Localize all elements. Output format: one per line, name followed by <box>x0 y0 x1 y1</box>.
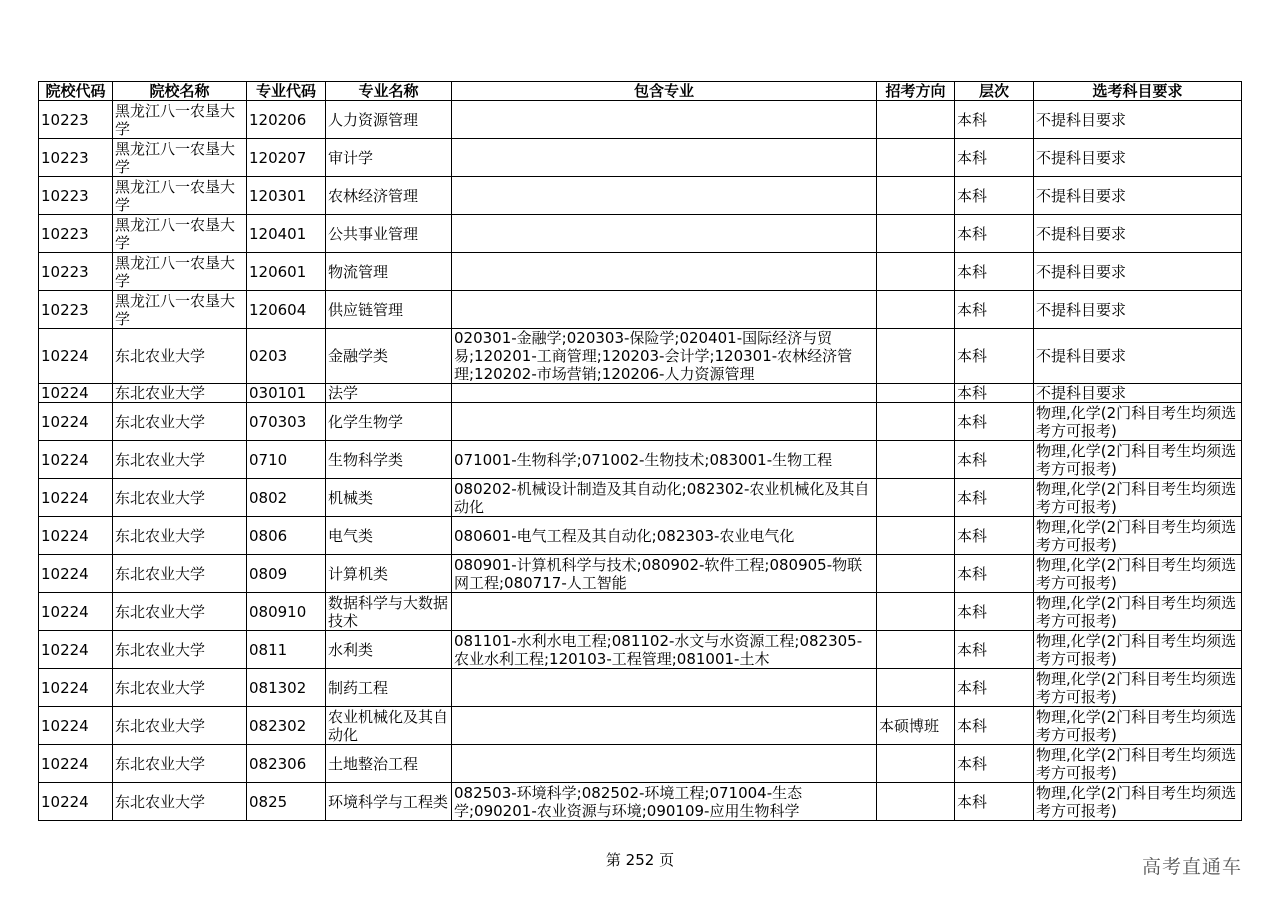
cell-school-name: 东北农业大学 <box>113 403 247 441</box>
cell-major-code: 120301 <box>247 177 326 215</box>
cell-school-name: 黑龙江八一农垦大学 <box>113 291 247 329</box>
cell-school-code: 10224 <box>39 593 113 631</box>
header-row <box>39 82 1242 101</box>
cell-school-code: 10224 <box>39 707 113 745</box>
cell-level: 本科 <box>955 783 1034 821</box>
cell-school-code: 10223 <box>39 291 113 329</box>
table-row <box>39 707 1242 745</box>
cell-major-name: 电气类 <box>326 517 452 555</box>
cell-major-name: 人力资源管理 <box>326 101 452 139</box>
cell-included-majors <box>452 139 877 177</box>
table-row <box>39 291 1242 329</box>
cell-included-majors <box>452 215 877 253</box>
cell-major-name: 金融学类 <box>326 329 452 384</box>
table-row <box>39 593 1242 631</box>
cell-school-name: 东北农业大学 <box>113 593 247 631</box>
cell-school-code: 10224 <box>39 555 113 593</box>
header-major-name: 专业名称 <box>326 82 452 101</box>
cell-school-code: 10223 <box>39 177 113 215</box>
table-row <box>39 177 1242 215</box>
table-row <box>39 101 1242 139</box>
cell-included-majors <box>452 707 877 745</box>
cell-included-majors: 080901-计算机科学与技术;080902-软件工程;080905-物联网工程;080717-人工智能 <box>452 555 877 593</box>
cell-subject-requirement: 物理,化学(2门科目考生均须选考方可报考) <box>1034 669 1242 707</box>
table-row <box>39 384 1242 403</box>
cell-included-majors: 020301-金融学;020303-保险学;020401-国际经济与贸易;120201-工商管理;120203-会计学;120301-农林经济管理;120202-市场营销;120206-人力资源管理 <box>452 329 877 384</box>
cell-direction <box>877 384 955 403</box>
table-row <box>39 517 1242 555</box>
cell-direction <box>877 177 955 215</box>
cell-school-code: 10223 <box>39 139 113 177</box>
cell-direction <box>877 101 955 139</box>
table-row <box>39 669 1242 707</box>
cell-included-majors <box>452 384 877 403</box>
cell-included-majors <box>452 291 877 329</box>
header-subject-requirement: 选考科目要求 <box>1034 82 1242 101</box>
cell-major-name: 机械类 <box>326 479 452 517</box>
cell-major-code: 081302 <box>247 669 326 707</box>
cell-level: 本科 <box>955 479 1034 517</box>
cell-major-name: 土地整治工程 <box>326 745 452 783</box>
cell-major-code: 0710 <box>247 441 326 479</box>
cell-direction <box>877 253 955 291</box>
table-row <box>39 139 1242 177</box>
cell-major-name: 环境科学与工程类 <box>326 783 452 821</box>
watermark: 高考直通车 <box>1142 856 1243 878</box>
header-major-code: 专业代码 <box>247 82 326 101</box>
cell-school-code: 10224 <box>39 441 113 479</box>
table-row <box>39 479 1242 517</box>
cell-major-name: 数据科学与大数据技术 <box>326 593 452 631</box>
cell-level: 本科 <box>955 139 1034 177</box>
admissions-table <box>38 81 1242 821</box>
cell-level: 本科 <box>955 593 1034 631</box>
cell-major-name: 供应链管理 <box>326 291 452 329</box>
cell-school-code: 10224 <box>39 783 113 821</box>
cell-major-name: 法学 <box>326 384 452 403</box>
cell-subject-requirement: 物理,化学(2门科目考生均须选考方可报考) <box>1034 745 1242 783</box>
cell-level: 本科 <box>955 329 1034 384</box>
cell-school-name: 东北农业大学 <box>113 441 247 479</box>
cell-level: 本科 <box>955 253 1034 291</box>
cell-direction <box>877 441 955 479</box>
cell-level: 本科 <box>955 403 1034 441</box>
cell-subject-requirement: 物理,化学(2门科目考生均须选考方可报考) <box>1034 555 1242 593</box>
cell-included-majors <box>452 669 877 707</box>
header-level: 层次 <box>955 82 1034 101</box>
cell-school-code: 10224 <box>39 669 113 707</box>
cell-included-majors <box>452 177 877 215</box>
cell-direction <box>877 291 955 329</box>
cell-subject-requirement: 物理,化学(2门科目考生均须选考方可报考) <box>1034 783 1242 821</box>
cell-school-code: 10224 <box>39 479 113 517</box>
cell-school-name: 东北农业大学 <box>113 631 247 669</box>
cell-direction <box>877 593 955 631</box>
cell-major-code: 080910 <box>247 593 326 631</box>
cell-direction <box>877 745 955 783</box>
cell-major-code: 0802 <box>247 479 326 517</box>
cell-level: 本科 <box>955 707 1034 745</box>
cell-major-name: 审计学 <box>326 139 452 177</box>
cell-direction <box>877 555 955 593</box>
cell-major-code: 120206 <box>247 101 326 139</box>
cell-direction <box>877 669 955 707</box>
table-row <box>39 745 1242 783</box>
cell-school-code: 10223 <box>39 215 113 253</box>
cell-school-name: 东北农业大学 <box>113 517 247 555</box>
cell-subject-requirement: 不提科目要求 <box>1034 177 1242 215</box>
cell-subject-requirement: 不提科目要求 <box>1034 139 1242 177</box>
cell-included-majors <box>452 745 877 783</box>
cell-school-name: 东北农业大学 <box>113 745 247 783</box>
cell-subject-requirement: 物理,化学(2门科目考生均须选考方可报考) <box>1034 479 1242 517</box>
cell-school-code: 10223 <box>39 253 113 291</box>
table-row <box>39 555 1242 593</box>
cell-level: 本科 <box>955 669 1034 707</box>
cell-school-code: 10223 <box>39 101 113 139</box>
cell-major-code: 120207 <box>247 139 326 177</box>
cell-school-code: 10224 <box>39 631 113 669</box>
cell-level: 本科 <box>955 177 1034 215</box>
cell-major-code: 0806 <box>247 517 326 555</box>
cell-level: 本科 <box>955 631 1034 669</box>
table-row <box>39 783 1242 821</box>
cell-direction <box>877 631 955 669</box>
cell-major-name: 农林经济管理 <box>326 177 452 215</box>
table-row <box>39 253 1242 291</box>
cell-direction <box>877 517 955 555</box>
cell-subject-requirement: 不提科目要求 <box>1034 291 1242 329</box>
cell-major-name: 公共事业管理 <box>326 215 452 253</box>
cell-school-name: 东北农业大学 <box>113 669 247 707</box>
cell-subject-requirement: 物理,化学(2门科目考生均须选考方可报考) <box>1034 403 1242 441</box>
cell-included-majors: 071001-生物科学;071002-生物技术;083001-生物工程 <box>452 441 877 479</box>
cell-major-code: 0203 <box>247 329 326 384</box>
cell-school-name: 黑龙江八一农垦大学 <box>113 253 247 291</box>
page-number: 第 252 页 <box>605 851 675 869</box>
cell-included-majors: 080202-机械设计制造及其自动化;082302-农业机械化及其自动化 <box>452 479 877 517</box>
cell-included-majors <box>452 403 877 441</box>
cell-major-name: 水利类 <box>326 631 452 669</box>
table-row <box>39 403 1242 441</box>
cell-major-name: 计算机类 <box>326 555 452 593</box>
cell-direction <box>877 329 955 384</box>
cell-included-majors: 082503-环境科学;082502-环境工程;071004-生态学;090201-农业资源与环境;090109-应用生物科学 <box>452 783 877 821</box>
cell-included-majors <box>452 253 877 291</box>
cell-included-majors <box>452 101 877 139</box>
cell-school-code: 10224 <box>39 517 113 555</box>
cell-school-name: 东北农业大学 <box>113 555 247 593</box>
cell-major-code: 082302 <box>247 707 326 745</box>
cell-subject-requirement: 物理,化学(2门科目考生均须选考方可报考) <box>1034 593 1242 631</box>
cell-subject-requirement: 物理,化学(2门科目考生均须选考方可报考) <box>1034 631 1242 669</box>
cell-subject-requirement: 物理,化学(2门科目考生均须选考方可报考) <box>1034 517 1242 555</box>
cell-subject-requirement: 不提科目要求 <box>1034 215 1242 253</box>
cell-included-majors: 081101-水利水电工程;081102-水文与水资源工程;082305-农业水利工程;120103-工程管理;081001-土木 <box>452 631 877 669</box>
cell-major-code: 0809 <box>247 555 326 593</box>
cell-level: 本科 <box>955 745 1034 783</box>
cell-major-code: 0825 <box>247 783 326 821</box>
cell-level: 本科 <box>955 555 1034 593</box>
cell-subject-requirement: 物理,化学(2门科目考生均须选考方可报考) <box>1034 441 1242 479</box>
cell-school-name: 黑龙江八一农垦大学 <box>113 139 247 177</box>
header-school-name: 院校名称 <box>113 82 247 101</box>
cell-major-name: 化学生物学 <box>326 403 452 441</box>
cell-school-code: 10224 <box>39 403 113 441</box>
cell-subject-requirement: 不提科目要求 <box>1034 329 1242 384</box>
cell-school-name: 东北农业大学 <box>113 707 247 745</box>
cell-major-code: 070303 <box>247 403 326 441</box>
cell-major-code: 120604 <box>247 291 326 329</box>
cell-included-majors <box>452 593 877 631</box>
cell-direction <box>877 783 955 821</box>
cell-direction: 本硕博班 <box>877 707 955 745</box>
cell-direction <box>877 479 955 517</box>
cell-school-name: 东北农业大学 <box>113 329 247 384</box>
header-school-code: 院校代码 <box>39 82 113 101</box>
header-included-majors: 包含专业 <box>452 82 877 101</box>
cell-level: 本科 <box>955 101 1034 139</box>
cell-school-name: 黑龙江八一农垦大学 <box>113 177 247 215</box>
cell-level: 本科 <box>955 215 1034 253</box>
cell-level: 本科 <box>955 291 1034 329</box>
cell-school-name: 黑龙江八一农垦大学 <box>113 215 247 253</box>
cell-level: 本科 <box>955 441 1034 479</box>
cell-level: 本科 <box>955 517 1034 555</box>
cell-school-code: 10224 <box>39 745 113 783</box>
cell-subject-requirement: 不提科目要求 <box>1034 384 1242 403</box>
cell-school-code: 10224 <box>39 329 113 384</box>
table-row <box>39 441 1242 479</box>
cell-major-name: 制药工程 <box>326 669 452 707</box>
cell-school-code: 10224 <box>39 384 113 403</box>
table-row <box>39 215 1242 253</box>
cell-subject-requirement: 物理,化学(2门科目考生均须选考方可报考) <box>1034 707 1242 745</box>
cell-major-code: 030101 <box>247 384 326 403</box>
cell-included-majors: 080601-电气工程及其自动化;082303-农业电气化 <box>452 517 877 555</box>
cell-major-code: 120401 <box>247 215 326 253</box>
header-direction: 招考方向 <box>877 82 955 101</box>
cell-major-code: 120601 <box>247 253 326 291</box>
table-row <box>39 631 1242 669</box>
cell-school-name: 东北农业大学 <box>113 783 247 821</box>
cell-major-code: 0811 <box>247 631 326 669</box>
cell-major-name: 物流管理 <box>326 253 452 291</box>
cell-school-name: 黑龙江八一农垦大学 <box>113 101 247 139</box>
cell-level: 本科 <box>955 384 1034 403</box>
cell-subject-requirement: 不提科目要求 <box>1034 101 1242 139</box>
table-row <box>39 329 1242 384</box>
cell-subject-requirement: 不提科目要求 <box>1034 253 1242 291</box>
cell-school-name: 东北农业大学 <box>113 479 247 517</box>
cell-major-code: 082306 <box>247 745 326 783</box>
cell-direction <box>877 139 955 177</box>
cell-major-name: 生物科学类 <box>326 441 452 479</box>
cell-major-name: 农业机械化及其自动化 <box>326 707 452 745</box>
cell-direction <box>877 403 955 441</box>
cell-school-name: 东北农业大学 <box>113 384 247 403</box>
cell-direction <box>877 215 955 253</box>
